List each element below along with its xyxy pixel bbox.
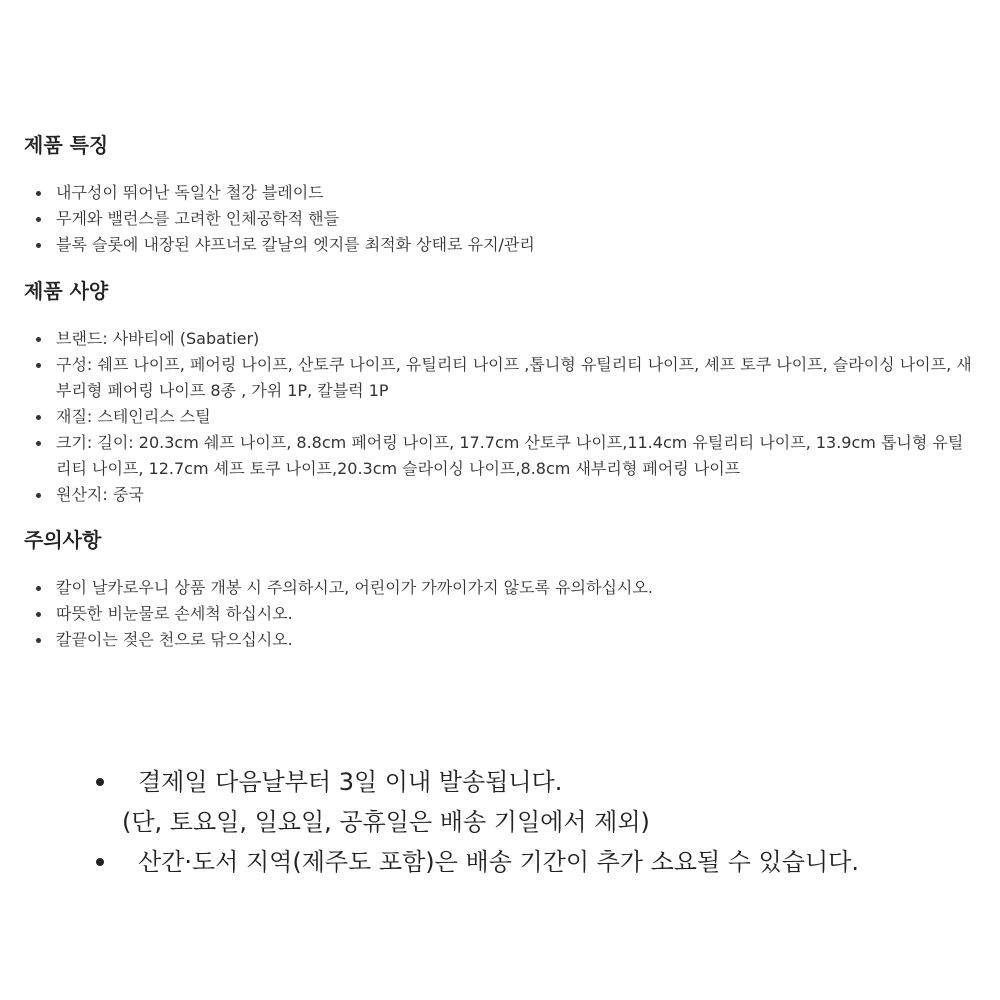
- bullet-icon: [96, 858, 104, 866]
- list-item: [30, 404, 975, 430]
- spec-text: 재질: 스테인리스 스틸: [56, 407, 211, 426]
- list-item: [30, 627, 975, 653]
- bullet-icon: [36, 586, 41, 591]
- list-item: [30, 206, 975, 232]
- bullet-icon: [36, 363, 41, 368]
- bullet-icon: [36, 415, 41, 420]
- cautions-heading: 주의사항: [24, 528, 102, 552]
- features-list: [30, 180, 975, 258]
- spec-text: 크기: 길이: 20.3cm 쉐프 나이프, 8.8cm 페어링 나이프, 17.7cm 산토쿠 나이프,11.4cm 유틸리티 나이프, 13.9cm 톱니형 유틸리티 나이프, 12.7cm 셰프 토쿠 나이프,20.3cm 슬라이싱 나이프,8.8cm 새부리형 페어링 나이프: [56, 433, 964, 478]
- list-item: [30, 180, 975, 206]
- shipping-exception-note: (단, 토요일, 일요일, 공휴일은 배송 기일에서 제외): [122, 808, 650, 836]
- bullet-icon: [36, 337, 41, 342]
- list-item: [30, 232, 975, 258]
- bullet-icon: [36, 441, 41, 446]
- caution-text: 따뜻한 비눈물로 손세척 하십시오.: [56, 604, 293, 623]
- feature-text: 무게와 밸런스를 고려한 인체공학적 핸들: [56, 209, 340, 228]
- shipping-item: [90, 762, 970, 802]
- list-item: [30, 601, 975, 627]
- feature-text: 내구성이 뛰어난 독일산 철강 블레이드: [56, 183, 324, 202]
- specs-list: [30, 326, 975, 508]
- shipping-dispatch-text: 결제일 다음날부터 3일 이내 발송됩니다.: [138, 768, 563, 796]
- bullet-icon: [36, 217, 41, 222]
- list-item: [30, 482, 975, 508]
- bullet-icon: [36, 493, 41, 498]
- spec-text: 브랜드: 사바티에 (Sabatier): [56, 329, 260, 348]
- bullet-icon: [36, 243, 41, 248]
- shipping-notice: [90, 762, 970, 882]
- bullet-icon: [96, 778, 104, 786]
- caution-text: 칼이 날카로우니 상품 개봉 시 주의하시고, 어린이가 가까이가지 않도록 유의하십시오.: [56, 578, 653, 597]
- shipping-item: [90, 842, 970, 882]
- list-item: [30, 326, 975, 352]
- features-heading: 제품 특징: [24, 133, 109, 157]
- bullet-icon: [36, 638, 41, 643]
- cautions-list: [30, 575, 975, 653]
- spec-text: 구성: 쉐프 나이프, 페어링 나이프, 산토쿠 나이프, 유틸리티 나이프 ,톱니형 유틸리티 나이프, 셰프 토쿠 나이프, 슬라이싱 나이프, 새부리형 페어링 나이프 8종 , 가위 1P, 칼블럭 1P: [56, 355, 972, 400]
- list-item: [30, 430, 975, 482]
- list-item: [30, 352, 975, 404]
- spec-text: 원산지: 중국: [56, 485, 144, 504]
- bullet-icon: [36, 612, 41, 617]
- shipping-remote-area-text: 산간·도서 지역(제주도 포함)은 배송 기간이 추가 소요될 수 있습니다.: [138, 848, 859, 876]
- feature-text: 블록 슬롯에 내장된 샤프너로 칼날의 엣지를 최적화 상태로 유지/관리: [56, 235, 535, 254]
- bullet-icon: [36, 191, 41, 196]
- caution-text: 칼끝이는 젖은 천으로 닦으십시오.: [56, 630, 293, 649]
- list-item: [30, 575, 975, 601]
- specs-heading: 제품 사양: [24, 279, 109, 303]
